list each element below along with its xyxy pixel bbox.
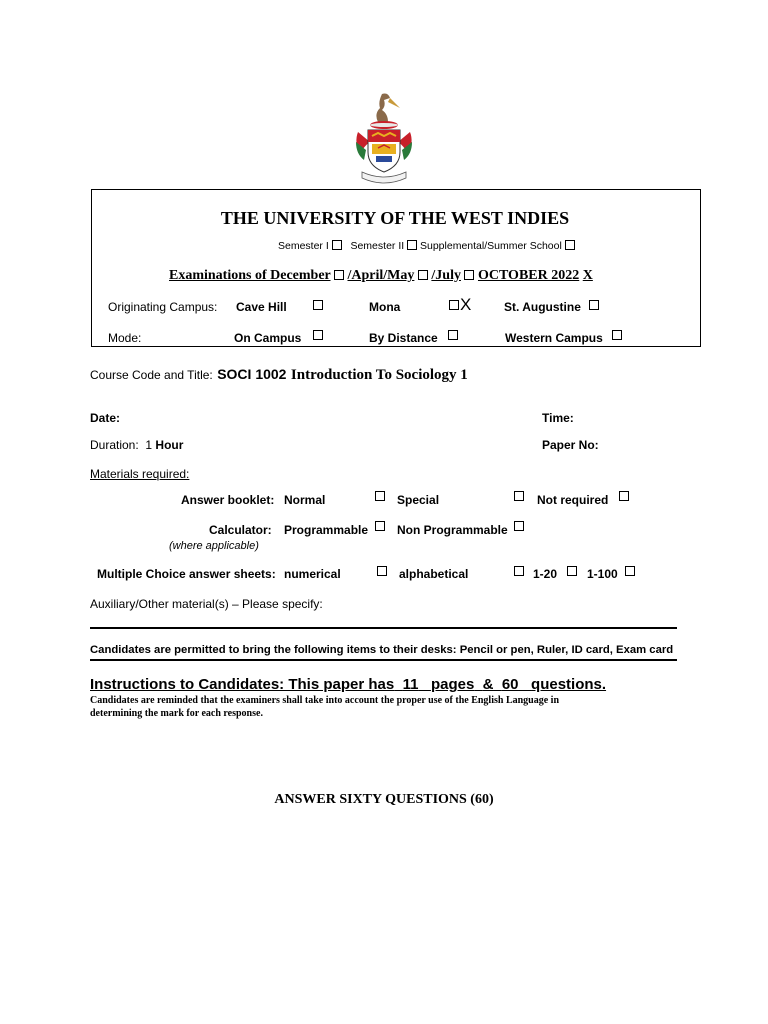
range-1-checkbox[interactable] (567, 566, 577, 576)
reminder-line-2: determining the mark for each response. (90, 708, 263, 719)
university-title: THE UNIVERSITY OF THE WEST INDIES (220, 208, 570, 228)
auxiliary-label: Auxiliary/Other material(s) – Please specify: (90, 597, 323, 611)
course-row (90, 366, 468, 384)
special-label: Special (397, 493, 440, 507)
duration-unit: Hour (155, 438, 184, 452)
instructions-pages: 11 (402, 676, 419, 693)
course-label: Course Code and Title: (90, 368, 213, 382)
time-label: Time: (542, 411, 574, 425)
mona-label: Mona (369, 300, 401, 314)
semester-2-label: Semester II (350, 240, 405, 252)
range-2-checkbox[interactable] (625, 566, 635, 576)
numerical-label: numerical (284, 567, 341, 581)
instructions-questions: 60 (501, 676, 519, 693)
on-campus-label: On Campus (234, 331, 302, 345)
semester-row (278, 240, 575, 252)
programmable-label: Programmable (284, 523, 369, 537)
course-title: Introduction To Sociology 1 (290, 367, 468, 383)
semester-2-checkbox[interactable] (407, 240, 417, 250)
materials-label: Materials required: (90, 467, 190, 481)
cave-hill-label: Cave Hill (236, 300, 287, 314)
duration-label: Duration: (90, 438, 139, 452)
duration-value: 1 (145, 438, 153, 452)
st-augustine-label: St. Augustine (504, 300, 581, 314)
permitted-items: Candidates are permitted to bring the following items to their desks: Pencil or pen, Ruler, ID card, Exam card (90, 644, 674, 656)
alphabetical-checkbox[interactable] (514, 566, 524, 576)
mona-checkbox[interactable] (449, 300, 459, 310)
range-1-label: 1-20 (533, 567, 558, 581)
instructions-heading (90, 676, 606, 693)
instructions-pages-word: pages (430, 676, 475, 693)
exam-april-checkbox[interactable] (418, 270, 428, 280)
exam-october-label: OCTOBER 2022 (477, 268, 580, 283)
bottom-rule (90, 659, 677, 661)
answer-booklet-label: Answer booklet: (181, 493, 275, 507)
semester-1-label: Semester I (278, 240, 329, 252)
course-code: SOCI 1002 (217, 366, 287, 382)
by-distance-checkbox[interactable] (448, 330, 458, 340)
by-distance-label: By Distance (369, 331, 438, 345)
exam-october-mark: X (582, 268, 593, 283)
date-label: Date: (90, 411, 121, 425)
calculator-note: (where applicable) (169, 540, 259, 552)
non-programmable-checkbox[interactable] (514, 521, 524, 531)
paper-no-label: Paper No: (542, 438, 599, 452)
non-programmable-label: Non Programmable (397, 523, 508, 537)
supplemental-label: Supplemental/Summer School (420, 240, 562, 252)
exam-april-label: /April/May (347, 268, 415, 283)
answer-heading: ANSWER SIXTY QUESTIONS (60) (274, 792, 494, 807)
on-campus-checkbox[interactable] (313, 330, 323, 340)
duration-row (90, 438, 183, 452)
normal-label: Normal (284, 493, 326, 507)
exam-december-label: Examinations of December (169, 268, 331, 283)
university-crest-icon (348, 92, 420, 188)
instructions-amp: & (482, 676, 494, 693)
exam-december-checkbox[interactable] (334, 270, 344, 280)
western-campus-label: Western Campus (505, 331, 603, 345)
semester-1-checkbox[interactable] (332, 240, 342, 250)
range-2-label: 1-100 (587, 567, 618, 581)
reminder-line-1: Candidates are reminded that the examiners shall take into account the proper use of the English Language in (90, 695, 560, 706)
calculator-label: Calculator: (209, 523, 272, 537)
top-rule (90, 627, 677, 629)
numerical-checkbox[interactable] (377, 566, 387, 576)
not-required-label: Not required (537, 493, 609, 507)
st-augustine-checkbox[interactable] (589, 300, 599, 310)
cave-hill-checkbox[interactable] (313, 300, 323, 310)
mc-label: Multiple Choice answer sheets: (97, 567, 276, 581)
programmable-checkbox[interactable] (375, 521, 385, 531)
not-required-checkbox[interactable] (619, 491, 629, 501)
exam-july-checkbox[interactable] (464, 270, 474, 280)
supplemental-checkbox[interactable] (565, 240, 575, 250)
normal-checkbox[interactable] (375, 491, 385, 501)
exam-period-row (169, 268, 593, 284)
originating-campus-label: Originating Campus: (108, 300, 218, 314)
alphabetical-label: alphabetical (399, 567, 469, 581)
instructions-questions-word: questions. (531, 676, 607, 693)
mode-label: Mode: (108, 331, 142, 345)
western-campus-checkbox[interactable] (612, 330, 622, 340)
special-checkbox[interactable] (514, 491, 524, 501)
instructions-prefix: Instructions to Candidates: This paper has (90, 676, 395, 693)
exam-july-label: /July (431, 268, 461, 283)
mona-mark: X (460, 295, 472, 314)
